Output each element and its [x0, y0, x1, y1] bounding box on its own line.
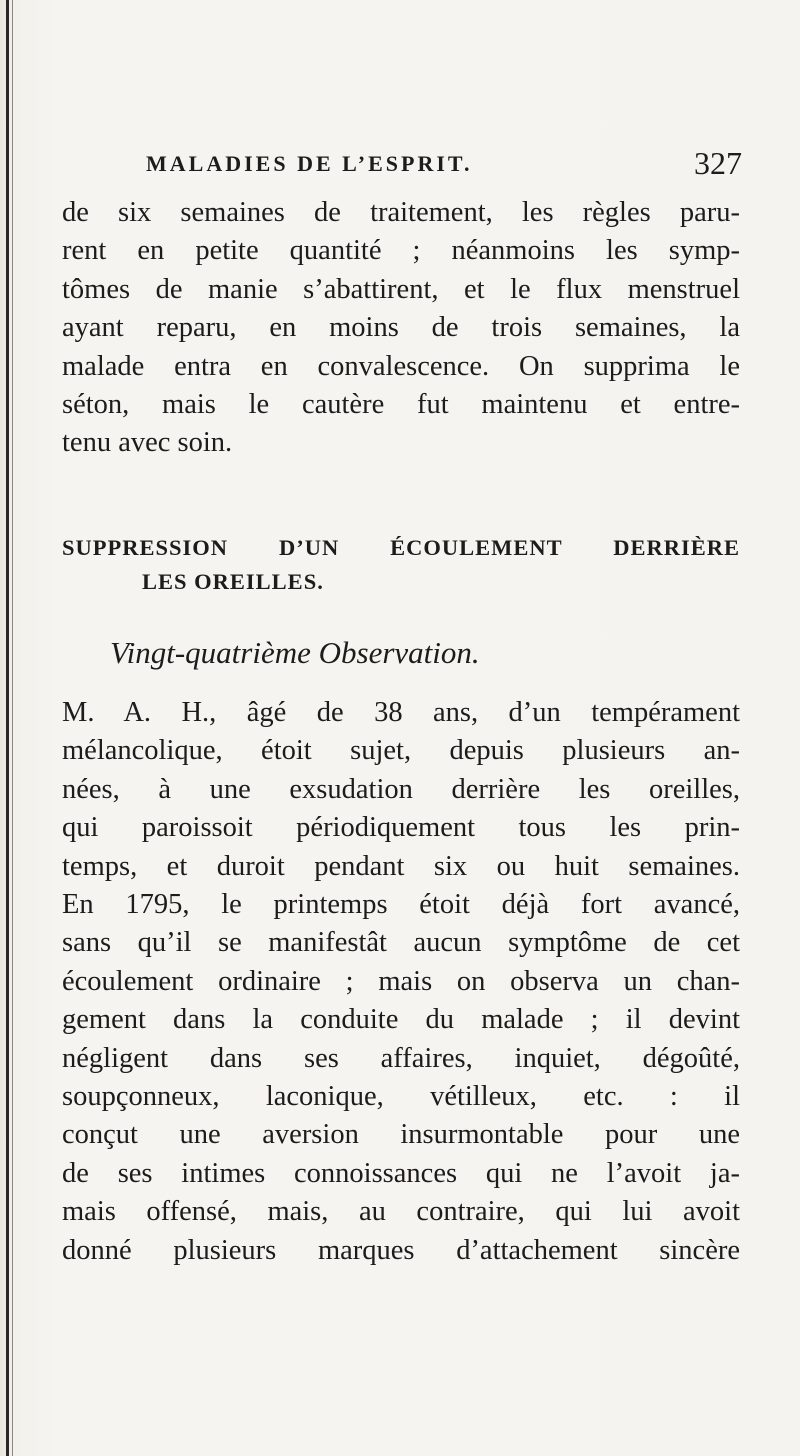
page-gutter-edge [6, 0, 9, 1456]
text-line: écoulement ordinaire ; mais on observa un chan- [62, 965, 740, 997]
text-line: donné plusieurs marques d’attachement sincère [62, 1234, 740, 1266]
text-line: ayant reparu, en moins de trois semaines, la [62, 312, 740, 344]
text-line: nées, à une exsudation derrière les oreilles, [62, 773, 740, 805]
paragraph-2 [62, 694, 740, 1270]
text-line: négligent dans ses affaires, inquiet, dégoûté, [62, 1042, 740, 1074]
text-line: malade entra en convalescence. On supprima le [62, 350, 740, 382]
text-line: M. A. H., âgé de 38 ans, d’un tempérament [62, 697, 740, 728]
text-line: qui paroissoit périodiquement tous les prin- [62, 812, 740, 844]
text-line: mélancolique, étoit sujet, depuis plusieurs an- [62, 735, 740, 767]
text-line: tenu avec soin. [62, 427, 233, 459]
text-line: tômes de manie s’abattirent, et le flux menstruel [62, 273, 740, 305]
page-gutter-shadow [12, 0, 13, 1456]
text-line: séton, mais le cautère fut maintenu et entre- [62, 389, 740, 421]
section-heading-line-2: LES OREILLES. [142, 569, 324, 594]
text-line: rent en petite quantité ; néanmoins les symp- [62, 235, 740, 267]
page-header [146, 147, 742, 191]
section-heading [62, 531, 740, 599]
observation-title: Vingt-quatrième Observation. [110, 635, 480, 670]
page-number: 327 [694, 145, 742, 181]
text-line: soupçonneux, laconique, vétilleux, etc. : il [62, 1081, 740, 1113]
text-line: sans qu’il se manifestât aucun symptôme de cet [62, 927, 740, 959]
text-line: de ses intimes connoissances qui ne l’avoit ja- [62, 1157, 740, 1189]
text-line: temps, et duroit pendant six ou huit semaines. [62, 850, 740, 882]
text-line: En 1795, le printemps étoit déjà fort avancé, [62, 889, 740, 921]
paragraph-1 [62, 194, 740, 463]
text-line: mais offensé, mais, au contraire, qui lui avoit [62, 1196, 740, 1228]
text-line: conçut une aversion insurmontable pour une [62, 1119, 740, 1151]
section-heading-line-1: SUPPRESSION D’UN ÉCOULEMENT DERRIÈRE [62, 535, 740, 560]
text-line: de six semaines de traitement, les règles paru- [62, 197, 740, 228]
text-line: gement dans la conduite du malade ; il devint [62, 1004, 740, 1036]
running-head: MALADIES DE L’ESPRIT. [146, 151, 473, 176]
